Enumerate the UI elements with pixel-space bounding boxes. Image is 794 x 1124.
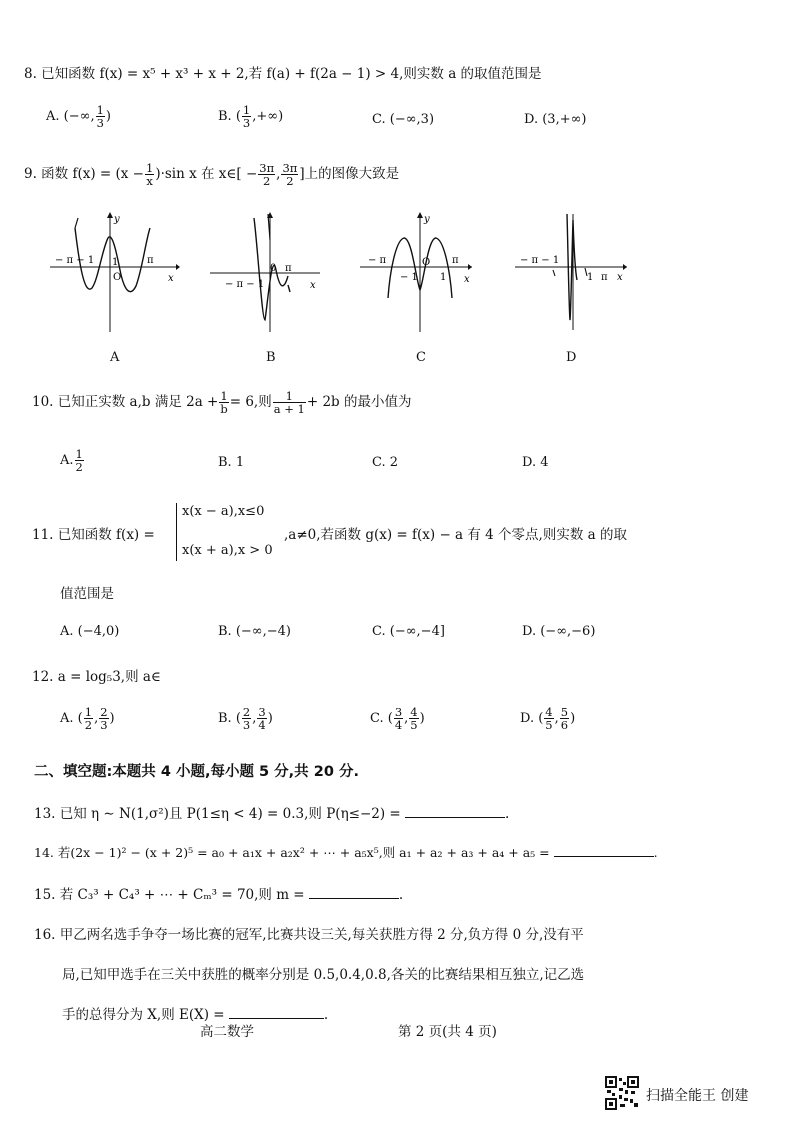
q11-stem-pre: 11. 已知函数 f(x) = — [32, 527, 155, 543]
q11-stem-cont: 值范围是 — [60, 586, 114, 602]
svg-text:− 1: − 1 — [400, 272, 418, 283]
q16-line1: 16. 甲乙两名选手争夺一场比赛的冠军,比赛共设三关,每关获胜方得 2 分,负方得 0 分,没有平 — [34, 927, 584, 943]
q12-option-d: D. ( $\frac{4}{5}$ , $\frac{5}{6}$ ) — [520, 705, 576, 733]
q11-option-c: C. (−∞,−4] — [372, 624, 445, 639]
q10-stem: 10. 已知正实数 a,b 满足 2a + $\frac{1}{b}$ = 6,则 $\frac{1}{a + 1}$ + 2b 的最小值为 — [32, 389, 412, 417]
svg-text:π: π — [452, 255, 459, 266]
q9-label-c: C — [416, 350, 426, 365]
q15: 15. 若 C₃³ + C₄³ + ⋯ + Cₘ³ = 70,则 m = . — [34, 887, 404, 903]
svg-text:x: x — [464, 274, 470, 285]
svg-text:x: x — [168, 273, 174, 284]
q12-option-c: C. ( $\frac{3}{4}$ , $\frac{4}{5}$ ) — [370, 705, 425, 733]
q10-option-c: C. 2 — [372, 455, 399, 470]
q12-option-a: A. ( $\frac{1}{2}$ , $\frac{2}{3}$ ) — [60, 705, 115, 733]
svg-text:− π − 1: − π − 1 — [520, 255, 560, 266]
svg-text:1: 1 — [587, 272, 594, 283]
q11-stem-post: ,a≠0,若函数 g(x) = f(x) − a 有 4 个零点,则实数 a 的取 — [284, 527, 627, 543]
svg-text:O: O — [113, 272, 122, 283]
section-title: 二、填空题:本题共 4 小题,每小题 5 分,共 20 分. — [34, 764, 359, 780]
q11-case1: x(x − a),x≤0 — [182, 504, 265, 519]
axis-label: − π − 1 — [55, 255, 95, 266]
q14: 14. 若(2x − 1)² − (x + 2)⁵ = a₀ + a₁x + a₂x² + ⋯ + a₅x⁵,则 a₁ + a₂ + a₃ + a₄ + a₅ = . — [34, 845, 658, 860]
svg-text:x: x — [310, 280, 316, 291]
q16-line2: 局,已知甲选手在三关中获胜的概率分别是 0.5,0.4,0.8,各关的比赛结果相互独立,记乙选 — [62, 967, 585, 983]
q12-stem: 12. a = log₅3,则 a∈ — [32, 669, 161, 685]
q13-answer-blank[interactable] — [405, 817, 505, 818]
q9-label-b: B — [266, 350, 276, 365]
q9-graph-a — [50, 210, 180, 335]
q9-label-a: A — [110, 350, 120, 365]
q10-option-d: D. 4 — [522, 455, 549, 470]
q11-case2: x(x + a),x > 0 — [182, 543, 273, 558]
q11-option-d: D. (−∞,−6) — [522, 624, 596, 639]
q8-stem: 8. 已知函数 f(x) = x⁵ + x³ + x + 2,若 f(a) + f(2a − 1) > 4,则实数 a 的取值范围是 — [24, 66, 542, 82]
svg-text:π: π — [285, 263, 292, 274]
q10-option-b: B. 1 — [218, 455, 245, 470]
qr-code-icon — [605, 1076, 639, 1110]
q16-line3: 手的总得分为 X,则 E(X) = . — [62, 1007, 329, 1023]
svg-text:O: O — [422, 257, 431, 268]
svg-text:π: π — [147, 255, 154, 266]
q11-brace — [176, 503, 177, 561]
svg-text:1: 1 — [440, 272, 447, 283]
q11-option-b: B. (−∞,−4) — [218, 624, 291, 639]
q13: 13. 已知 η ∼ N(1,σ²)且 P(1≤η < 4) = 0.3,则 P(η≤−2) = . — [34, 806, 510, 822]
q9-graph-b — [210, 210, 340, 335]
svg-text:π: π — [601, 272, 608, 283]
q9-label-d: D — [566, 350, 577, 365]
watermark-text: 扫描全能王 创建 — [646, 1088, 749, 1104]
svg-text:1: 1 — [112, 257, 119, 268]
q15-answer-blank[interactable] — [309, 898, 399, 899]
q8-option-b: B. ( $\frac{1}{3}$ ,+∞) — [218, 103, 284, 131]
q12-option-b: B. ( $\frac{2}{3}$ , $\frac{3}{4}$ ) — [218, 705, 273, 733]
q10-option-a: A. $\frac{1}{2}$ — [60, 447, 83, 475]
footer-page: 第 2 页(共 4 页) — [398, 1024, 497, 1040]
q11-option-a: A. (−4,0) — [60, 624, 120, 639]
q16-answer-blank[interactable] — [229, 1018, 324, 1019]
q8-option-a: A. (−∞, $\frac{1}{3}$ ) — [46, 103, 111, 131]
svg-text:y: y — [114, 214, 120, 225]
svg-text:0: 0 — [270, 263, 277, 274]
q8-option-d: D. (3,+∞) — [524, 112, 587, 127]
svg-text:y: y — [424, 214, 430, 225]
q9-graph-d — [515, 210, 645, 335]
q14-answer-blank[interactable] — [554, 856, 654, 857]
q8-option-c: C. (−∞,3) — [372, 112, 435, 127]
svg-text:− π − 1: − π − 1 — [225, 279, 265, 290]
q9-stem: 9. 函数 f(x) = (x − $\frac{1}{x}$ )·sin x 在 x∈[ − $\frac{3\pi}{2}$ , $\frac{3\pi}{2}$ ]上的图像大致是 — [24, 161, 400, 189]
q9-graph-c — [360, 210, 490, 335]
svg-text:x: x — [617, 272, 623, 283]
footer-subject: 高二数学 — [200, 1024, 254, 1040]
svg-text:− π: − π — [368, 255, 387, 266]
